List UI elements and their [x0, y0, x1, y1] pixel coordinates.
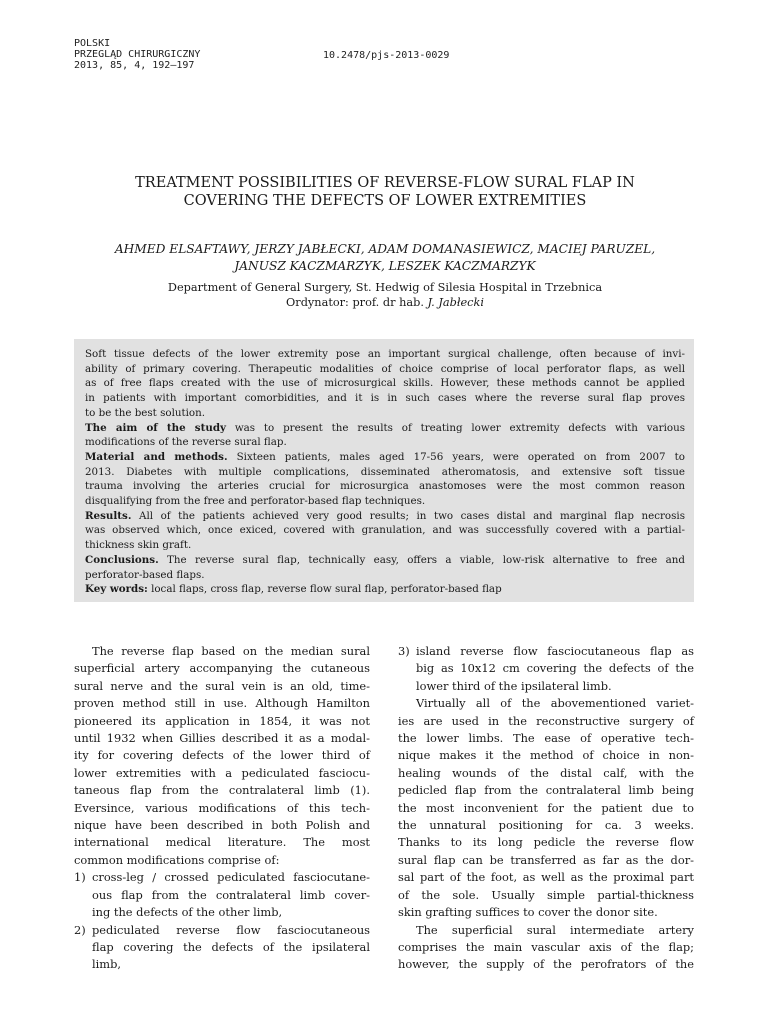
body-line: ous flap from the contralateral limb cover-: [92, 887, 370, 902]
body-line: ity for covering defects of the lower third of: [74, 748, 370, 763]
abstract-aim: [85, 421, 685, 436]
abstract-line: thickness skin graft.: [85, 539, 192, 552]
affiliation: [60, 280, 710, 310]
abstract-methods: [85, 450, 685, 465]
body-line: taneous flap from the contralateral limb (1).: [74, 783, 370, 798]
list-number: 1): [74, 870, 86, 885]
conclusions-label: Conclusions.: [85, 553, 159, 566]
keywords-label: Key words:: [85, 583, 148, 596]
aim-label: The aim of the study: [85, 421, 227, 434]
authors: [60, 241, 710, 275]
body-line: the lower limbs. The ease of operative tech-: [398, 731, 694, 746]
abstract-keywords: [85, 582, 685, 597]
body-line: Eversince, various modifications of this tech-: [74, 800, 370, 815]
journal-name-line2: PRZEGLĄD CHIRURGICZNY: [74, 49, 201, 60]
abstract-results: [85, 509, 685, 524]
doi: 10.2478/pjs-2013-0029: [323, 50, 450, 61]
body-line: superficial artery accompanying the cutaneous: [74, 661, 370, 676]
body-line: flap covering the defects of the ipsilateral: [92, 939, 370, 954]
list-number: 2): [74, 922, 86, 937]
department: Department of General Surgery, St. Hedwig of Silesia Hospital in Trzebnica: [167, 281, 603, 294]
abstract-line: was observed which, once exiced, covered with granulation, and was successfully covered with a partial-: [85, 524, 685, 537]
abstract-line: perforator-based flaps.: [85, 568, 205, 581]
journal-name-line1: POLSKI: [74, 38, 111, 49]
abstract-line: as of free flaps created with the use of microsurgical skills. However, these methods cannot be applied: [85, 377, 685, 390]
body-line: nique makes it the method of choice in non-: [398, 748, 694, 763]
abstract-box: [74, 339, 694, 602]
body-line: Thanks to its long pedicle the reverse flow: [398, 835, 694, 850]
ordynator-label: Ordynator: prof. dr hab.: [286, 296, 424, 309]
abstract-text: The reverse sural flap, technically easy, offers a viable, low-risk alternative to free and: [158, 553, 685, 566]
body-column-left: [74, 643, 370, 974]
body-line: cross-leg / crossed pediculated fasciocutane-: [92, 870, 370, 885]
body-line: pioneered its application in 1854, it was not: [74, 713, 370, 728]
list-number: 3): [398, 644, 410, 658]
abstract-line: to be the best solution.: [85, 406, 206, 419]
body-line: proven method still in use. Although Hamilton: [74, 696, 370, 711]
body-line: sural flap can be transferred as far as the dor-: [398, 852, 694, 867]
body-line: limb,: [92, 957, 121, 972]
body-line: big as 10x12 cm covering the defects of the: [416, 661, 694, 676]
body-line: pedicled flap from the contralateral limb being: [398, 783, 694, 798]
body-line: the unnatural positioning for ca. 3 weeks.: [398, 818, 694, 833]
body-line: healing wounds of the distal calf, with the: [398, 765, 694, 780]
body-line: The superficial sural intermediate artery: [416, 922, 694, 937]
ordynator: [60, 295, 710, 310]
list-item: [74, 922, 370, 974]
body-line: common modifications comprise of:: [74, 852, 280, 867]
journal-citation: 2013, 85, 4, 192–197: [74, 60, 195, 71]
body-line: international medical literature. The most: [74, 835, 370, 850]
body-line: sural nerve and the sural vein is an old, time-: [74, 678, 370, 693]
abstract-line: 2013. Diabetes with multiple complications, disseminated atheromatosis, and extensive soft tissue: [85, 465, 685, 478]
abstract-line: trauma involving the arteries crucial for microsurgica anastomoses were the most common reason: [85, 480, 685, 493]
body-line: sal part of the foot, as well as the proximal part: [398, 870, 694, 885]
authors-line: JANUSZ KACZMARZYK, LESZEK KACZMARZYK: [234, 259, 536, 273]
body-line: the most inconvenient for the patient due to: [398, 800, 694, 815]
list-item: [398, 643, 694, 695]
authors-line: AHMED ELSAFTAWY, JERZY JABŁECKI, ADAM DOMANASIEWICZ, MACIEJ PARUZEL,: [114, 242, 656, 256]
abstract-line: ability of primary covering. Therapeutic modalities of choice comprise of local perforator flaps, as well: [85, 362, 685, 375]
body-line: comprises the main vascular axis of the flap;: [398, 939, 694, 954]
abstract-text: was to present the results of treating lower extremity defects with various: [226, 421, 685, 434]
body-line: pediculated reverse flow fasciocutaneous: [92, 922, 370, 937]
list-item: [74, 869, 370, 921]
results-label: Results.: [85, 509, 132, 522]
abstract-line: in patients with important comorbidities, and it is in such cases where the reverse sural flap proves: [85, 392, 685, 405]
body-line: lower third of the ipsilateral limb.: [416, 678, 612, 693]
abstract-conclusions: [85, 553, 685, 568]
body-line: The reverse flap based on the median sural: [92, 644, 370, 658]
journal-header: [74, 38, 200, 71]
body-line: of the sole. Usually simple partial-thickness: [398, 887, 694, 902]
body-line: until 1932 when Gillies described it as a modal-: [74, 731, 370, 746]
body-line: Virtually all of the abovementioned variet-: [416, 696, 694, 711]
methods-label: Material and methods.: [85, 450, 228, 463]
title-line: TREATMENT POSSIBILITIES OF REVERSE-FLOW SURAL FLAP IN: [135, 175, 635, 191]
ordynator-name: J. Jabłecki: [427, 296, 484, 309]
title-line: COVERING THE DEFECTS OF LOWER EXTREMITIES: [183, 193, 587, 209]
abstract-line: disqualifying from the free and perforator-based flap techniques.: [85, 495, 426, 508]
keywords-text: local flaps, cross flap, reverse flow sural flap, perforator-based flap: [147, 583, 502, 596]
body-line: lower extremities with a pediculated fasciocu-: [74, 765, 370, 780]
body-line: skin grafting suffices to cover the donor site.: [398, 905, 658, 920]
abstract-text: All of the patients achieved very good results; in two cases distal and marginal flap necrosis: [131, 509, 685, 522]
abstract-text: Sixteen patients, males aged 17-56 years, were operated on from 2007 to: [227, 450, 686, 463]
abstract-line: modifications of the reverse sural flap.: [85, 436, 287, 449]
body-column-right: [398, 643, 694, 974]
body-line: ies are used in the reconstructive surgery of: [398, 713, 694, 728]
body-line: however, the supply of the perofrators of the: [398, 957, 694, 972]
body-line: nique have been described in both Polish and: [74, 818, 370, 833]
abstract-line: Soft tissue defects of the lower extremity pose an important surgical challenge, often because of invi-: [85, 348, 685, 360]
body-line: island reverse flow fasciocutaneous flap as: [416, 644, 694, 658]
body-line: ing the defects of the other limb,: [92, 905, 283, 920]
article-title: [60, 174, 710, 210]
